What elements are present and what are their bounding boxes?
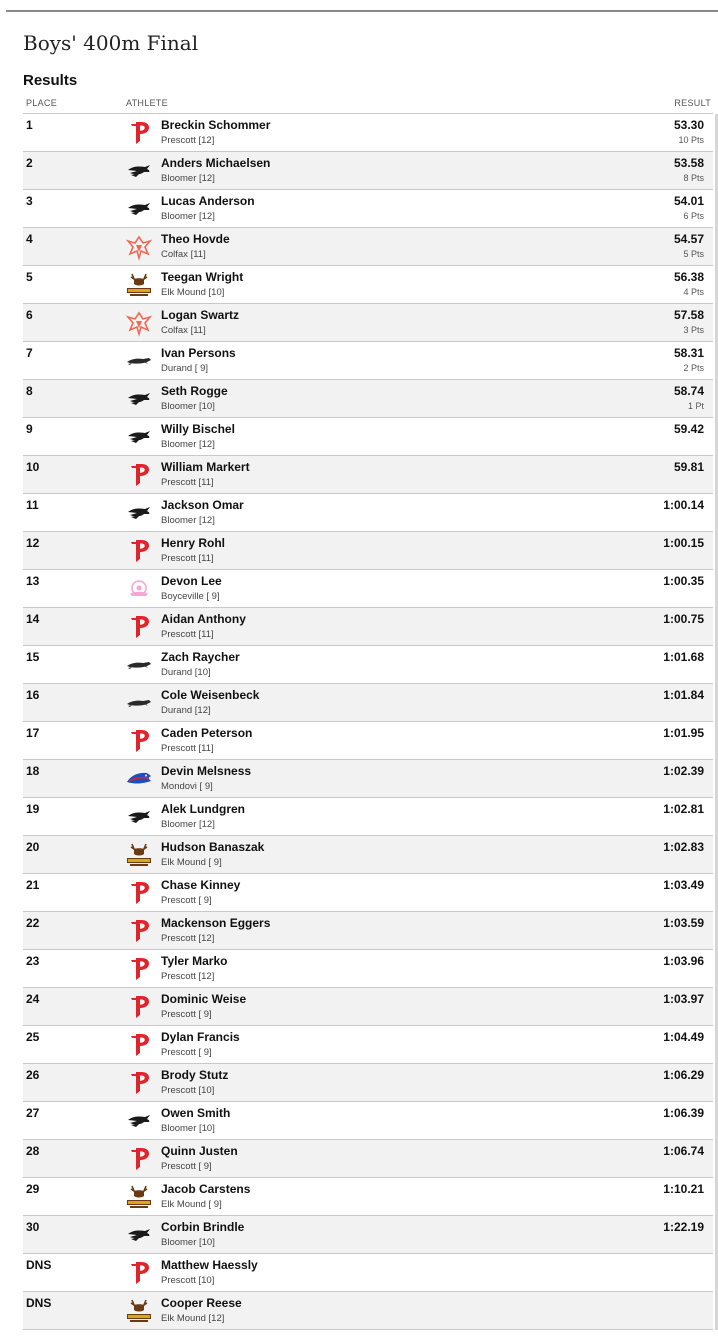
prescott-logo-icon: [125, 1069, 153, 1097]
prescott-logo-icon: [125, 993, 153, 1021]
bloomer-logo-icon: [125, 195, 153, 223]
column-header-place: PLACE: [26, 98, 58, 108]
result-place: 1: [26, 118, 33, 132]
result-place: 15: [26, 650, 40, 664]
result-mark: 1:06.29: [663, 1068, 704, 1082]
results-table: [23, 113, 713, 1330]
result-place: DNS: [26, 1296, 52, 1310]
result-place: 17: [26, 726, 40, 740]
athlete-team: Prescott [ 9]: [161, 1009, 212, 1020]
athlete-team: Bloomer [12]: [161, 173, 215, 184]
prescott-logo-icon: [125, 537, 153, 565]
athlete-name[interactable]: Matthew Haessly: [161, 1258, 258, 1272]
athlete-name[interactable]: Chase Kinney: [161, 878, 241, 892]
athlete-name[interactable]: Teegan Wright: [161, 270, 244, 284]
result-mark: 1:03.96: [663, 954, 704, 968]
bloomer-logo-icon: [125, 1107, 153, 1135]
result-mark: 57.58: [673, 308, 704, 322]
athlete-name[interactable]: Jacob Carstens: [161, 1182, 251, 1196]
result-mark: 54.01: [673, 194, 704, 208]
athlete-name[interactable]: Devin Melsness: [161, 764, 252, 778]
table-header: [23, 98, 713, 112]
athlete-name[interactable]: Hudson Banaszak: [161, 840, 265, 854]
page-title: Boys' 400m Final: [23, 31, 199, 55]
athlete-team: Prescott [10]: [161, 1275, 215, 1286]
result-place: 7: [26, 346, 33, 360]
result-mark: 54.57: [673, 232, 704, 246]
result-place: 23: [26, 954, 40, 968]
result-row[interactable]: [23, 608, 713, 646]
column-header-result: RESULT: [674, 98, 711, 108]
result-row[interactable]: [23, 874, 713, 912]
result-place: 26: [26, 1068, 40, 1082]
athlete-team: Elk Mound [10]: [161, 287, 225, 298]
athlete-team: Prescott [ 9]: [161, 1047, 212, 1058]
athlete-name[interactable]: Logan Swartz: [161, 308, 240, 322]
athlete-name[interactable]: Aidan Anthony: [161, 612, 246, 626]
athlete-name[interactable]: Alek Lundgren: [161, 802, 246, 816]
result-mark: 56.38: [673, 270, 704, 284]
athlete-team: Bloomer [12]: [161, 211, 215, 222]
athlete-name[interactable]: Quinn Justen: [161, 1144, 238, 1158]
athlete-name[interactable]: Cole Weisenbeck: [161, 688, 260, 702]
result-place: 20: [26, 840, 40, 854]
result-row[interactable]: [23, 1026, 713, 1064]
result-row[interactable]: [23, 228, 713, 266]
result-row[interactable]: [23, 342, 713, 380]
result-points: 4 Pts: [683, 287, 704, 297]
athlete-name[interactable]: Theo Hovde: [161, 232, 230, 246]
prescott-logo-icon: [125, 1145, 153, 1173]
result-row[interactable]: [23, 1102, 713, 1140]
result-mark: 1:00.14: [663, 498, 704, 512]
prescott-logo-icon: [125, 955, 153, 983]
result-place: 12: [26, 536, 40, 550]
elk-mound-logo-icon: [125, 1183, 153, 1211]
result-place: 21: [26, 878, 40, 892]
result-place: 5: [26, 270, 33, 284]
result-row[interactable]: [23, 836, 713, 874]
athlete-team: Durand [ 9]: [161, 363, 208, 374]
athlete-team: Durand [12]: [161, 705, 211, 716]
athlete-name[interactable]: Ivan Persons: [161, 346, 236, 360]
result-place: 28: [26, 1144, 40, 1158]
result-mark: 1:03.59: [663, 916, 704, 930]
result-place: 6: [26, 308, 33, 322]
result-place: 24: [26, 992, 40, 1006]
mondovi-logo-icon: [125, 765, 153, 793]
result-place: 25: [26, 1030, 40, 1044]
result-place: 3: [26, 194, 33, 208]
result-place: 27: [26, 1106, 40, 1120]
bloomer-logo-icon: [125, 423, 153, 451]
elk-mound-logo-icon: [125, 1297, 153, 1325]
result-points: 10 Pts: [678, 135, 704, 145]
result-row[interactable]: [23, 114, 713, 152]
athlete-team: Prescott [ 9]: [161, 1161, 212, 1172]
athlete-team: Mondovi [ 9]: [161, 781, 213, 792]
athlete-team: Prescott [11]: [161, 743, 214, 754]
result-row[interactable]: [23, 760, 713, 798]
athlete-team: Bloomer [10]: [161, 1123, 215, 1134]
result-row[interactable]: [23, 1216, 713, 1254]
result-row[interactable]: [23, 798, 713, 836]
athlete-team: Bloomer [12]: [161, 439, 215, 450]
result-row[interactable]: [23, 266, 713, 304]
result-place: 14: [26, 612, 40, 626]
athlete-name[interactable]: Seth Rogge: [161, 384, 228, 398]
result-mark: 59.42: [673, 422, 704, 436]
athlete-team: Elk Mound [ 9]: [161, 857, 222, 868]
athlete-name[interactable]: Jackson Omar: [161, 498, 244, 512]
result-row[interactable]: [23, 190, 713, 228]
result-place: 8: [26, 384, 33, 398]
result-place: 2: [26, 156, 33, 170]
athlete-team: Boyceville [ 9]: [161, 591, 220, 602]
athlete-team: Bloomer [10]: [161, 401, 215, 412]
result-row[interactable]: [23, 570, 713, 608]
result-mark: 59.81: [673, 460, 704, 474]
athlete-team: Bloomer [10]: [161, 1237, 215, 1248]
athlete-name[interactable]: Brody Stutz: [161, 1068, 229, 1082]
athlete-team: Bloomer [12]: [161, 515, 215, 526]
result-place: 30: [26, 1220, 40, 1234]
prescott-logo-icon: [125, 917, 153, 945]
result-place: 13: [26, 574, 40, 588]
result-points: 8 Pts: [683, 173, 704, 183]
result-place: 19: [26, 802, 40, 816]
result-mark: 1:01.68: [663, 650, 704, 664]
result-points: 6 Pts: [683, 211, 704, 221]
result-mark: 53.30: [673, 118, 704, 132]
durand-logo-icon: [125, 651, 153, 679]
athlete-team: Prescott [10]: [161, 1085, 215, 1096]
athlete-name[interactable]: Breckin Schommer: [161, 118, 271, 132]
athlete-name[interactable]: Tyler Marko: [161, 954, 228, 968]
athlete-team: Colfax [11]: [161, 325, 206, 336]
colfax-logo-icon: [125, 233, 153, 261]
result-mark: 1:02.81: [663, 802, 704, 816]
result-row[interactable]: [23, 950, 713, 988]
durand-logo-icon: [125, 347, 153, 375]
result-mark: 53.58: [673, 156, 704, 170]
athlete-name[interactable]: Dominic Weise: [161, 992, 247, 1006]
result-row[interactable]: [23, 1140, 713, 1178]
athlete-team: Prescott [ 9]: [161, 895, 212, 906]
athlete-name[interactable]: Cooper Reese: [161, 1296, 242, 1310]
athlete-team: Prescott [11]: [161, 629, 214, 640]
result-points: 5 Pts: [683, 249, 704, 259]
result-mark: 1:03.49: [663, 878, 704, 892]
prescott-logo-icon: [125, 461, 153, 489]
result-place: 4: [26, 232, 33, 246]
prescott-logo-icon: [125, 1259, 153, 1287]
athlete-name[interactable]: William Markert: [161, 460, 250, 474]
result-row[interactable]: [23, 646, 713, 684]
result-row[interactable]: [23, 1178, 713, 1216]
prescott-logo-icon: [125, 613, 153, 641]
athlete-team: Durand [10]: [161, 667, 211, 678]
athlete-team: Bloomer [12]: [161, 819, 215, 830]
result-place: 11: [26, 498, 39, 512]
result-mark: 1:06.39: [663, 1106, 704, 1120]
result-place: 9: [26, 422, 33, 436]
athlete-team: Prescott [11]: [161, 553, 214, 564]
result-mark: 1:22.19: [663, 1220, 704, 1234]
result-mark: 1:00.75: [663, 612, 704, 626]
section-title: Results: [23, 72, 78, 89]
athlete-name[interactable]: Dylan Francis: [161, 1030, 240, 1044]
athlete-name[interactable]: Owen Smith: [161, 1106, 231, 1120]
result-mark: 1:02.39: [663, 764, 704, 778]
result-row[interactable]: [23, 152, 713, 190]
result-row[interactable]: [23, 532, 713, 570]
athlete-team: Prescott [12]: [161, 933, 215, 944]
bloomer-logo-icon: [125, 385, 153, 413]
prescott-logo-icon: [125, 119, 153, 147]
athlete-name[interactable]: Caden Peterson: [161, 726, 253, 740]
athlete-team: Prescott [12]: [161, 971, 215, 982]
durand-logo-icon: [125, 689, 153, 717]
result-row[interactable]: [23, 380, 713, 418]
result-place: 22: [26, 916, 40, 930]
elk-mound-logo-icon: [125, 271, 153, 299]
result-row[interactable]: [23, 494, 713, 532]
bloomer-logo-icon: [125, 157, 153, 185]
result-row[interactable]: [23, 684, 713, 722]
result-mark: 1:10.21: [663, 1182, 704, 1196]
result-row[interactable]: [23, 1292, 713, 1330]
result-row[interactable]: [23, 912, 713, 950]
result-mark: 1:01.84: [663, 688, 704, 702]
column-header-athlete: ATHLETE: [126, 98, 168, 108]
colfax-logo-icon: [125, 309, 153, 337]
result-mark: 58.31: [673, 346, 704, 360]
bloomer-logo-icon: [125, 1221, 153, 1249]
athlete-team: Elk Mound [ 9]: [161, 1199, 222, 1210]
athlete-name[interactable]: Anders Michaelsen: [161, 156, 271, 170]
result-mark: 1:06.74: [663, 1144, 704, 1158]
athlete-team: Colfax [11]: [161, 249, 206, 260]
result-mark: 1:03.97: [663, 992, 704, 1006]
result-row[interactable]: [23, 1254, 713, 1292]
result-place: 16: [26, 688, 40, 702]
result-place: DNS: [26, 1258, 52, 1272]
result-mark: 58.74: [673, 384, 704, 398]
result-row[interactable]: [23, 456, 713, 494]
boyceville-logo-icon: [125, 575, 153, 603]
athlete-name[interactable]: Henry Rohl: [161, 536, 226, 550]
prescott-logo-icon: [125, 879, 153, 907]
result-points: 2 Pts: [683, 363, 704, 373]
result-row[interactable]: [23, 988, 713, 1026]
top-divider: [6, 10, 718, 12]
result-points: 1 Pt: [687, 401, 704, 411]
result-mark: 1:00.35: [663, 574, 704, 588]
athlete-team: Prescott [11]: [161, 477, 214, 488]
bloomer-logo-icon: [125, 803, 153, 831]
elk-mound-logo-icon: [125, 841, 153, 869]
athlete-name[interactable]: Zach Raycher: [161, 650, 240, 664]
athlete-team: Prescott [12]: [161, 135, 215, 146]
result-place: 10: [26, 460, 40, 474]
result-row[interactable]: [23, 1064, 713, 1102]
result-points: 3 Pts: [683, 325, 704, 335]
result-mark: 1:01.95: [663, 726, 704, 740]
athlete-name[interactable]: Mackenson Eggers: [161, 916, 271, 930]
athlete-name[interactable]: Willy Bischel: [161, 422, 235, 436]
result-mark: 1:00.15: [663, 536, 704, 550]
athlete-name[interactable]: Devon Lee: [161, 574, 222, 588]
prescott-logo-icon: [125, 1031, 153, 1059]
prescott-logo-icon: [125, 727, 153, 755]
result-row[interactable]: [23, 304, 713, 342]
result-place: 18: [26, 764, 40, 778]
result-place: 29: [26, 1182, 40, 1196]
athlete-name[interactable]: Lucas Anderson: [161, 194, 255, 208]
athlete-name[interactable]: Corbin Brindle: [161, 1220, 245, 1234]
result-mark: 1:02.83: [663, 840, 704, 854]
bloomer-logo-icon: [125, 499, 153, 527]
result-row[interactable]: [23, 418, 713, 456]
result-mark: 1:04.49: [663, 1030, 704, 1044]
result-row[interactable]: [23, 722, 713, 760]
athlete-team: Elk Mound [12]: [161, 1313, 225, 1324]
